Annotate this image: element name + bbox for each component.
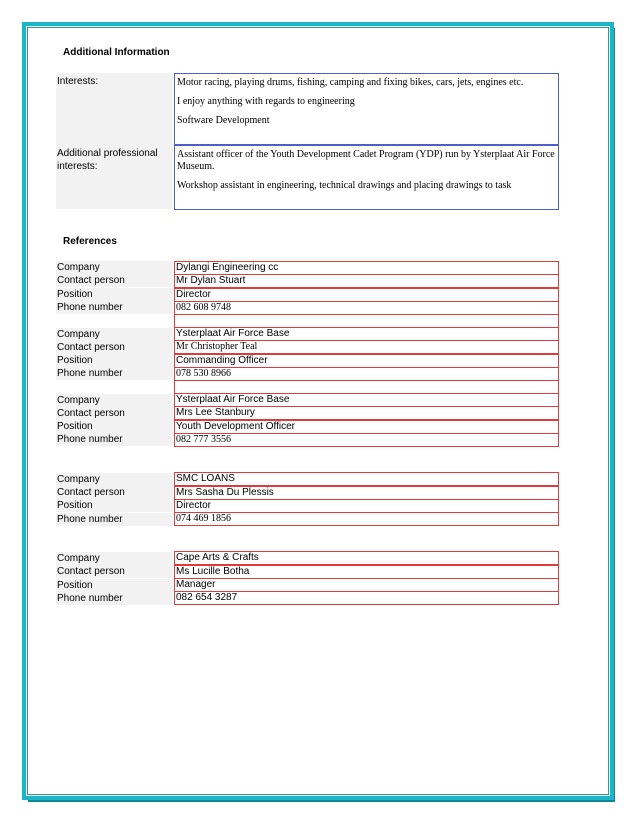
ref-company-value: Ysterplaat Air Force Base (174, 327, 559, 341)
references-heading: References (63, 236, 117, 247)
ref-company-label: Company (56, 261, 173, 274)
ref-contact-value: Ms Lucille Botha (174, 565, 559, 579)
interests-box (174, 73, 559, 145)
ref-company-value: Ysterplaat Air Force Base (174, 393, 559, 407)
ref-spacer-row (174, 314, 559, 328)
ref-company-label: Company (56, 328, 173, 341)
ref-contact-label: Contact person (56, 274, 173, 287)
ref-spacer-row (174, 380, 559, 394)
professional-interest-line: Workshop assistant in engineering, technical drawings and placing drawings to task (177, 180, 512, 191)
ref-phone-value: 078 530 8966 (174, 367, 559, 381)
ref-contact-label: Contact person (56, 565, 173, 578)
ref-phone-value: 082 654 3287 (174, 591, 559, 605)
ref-position-value: Youth Development Officer (174, 420, 559, 434)
ref-phone-value: 074 469 1856 (174, 512, 559, 526)
ref-contact-label: Contact person (56, 486, 173, 499)
professional-interests-box (174, 145, 559, 210)
ref-contact-label: Contact person (56, 341, 173, 354)
ref-phone-value: 082 777 3556 (174, 433, 559, 447)
professional-interests-label: Additional professional interests: (56, 145, 173, 209)
ref-company-label: Company (56, 394, 173, 407)
ref-position-value: Director (174, 288, 559, 302)
additional-info-heading: Additional Information (63, 47, 170, 58)
professional-interest-line: Assistant officer of the Youth Development Cadet Program (YDP) run by Ysterplaat Air Force Museum. (177, 149, 555, 172)
ref-position-label: Position (56, 499, 173, 512)
ref-contact-value: Mrs Lee Stanbury (174, 406, 559, 420)
ref-phone-label: Phone number (56, 513, 173, 526)
ref-contact-value: Mrs Sasha Du Plessis (174, 486, 559, 500)
ref-position-label: Position (56, 420, 173, 433)
interest-line: Motor racing, playing drums, fishing, camping and fixing bikes, cars, jets, engines etc. (177, 77, 524, 88)
ref-position-value: Manager (174, 578, 559, 592)
ref-phone-label: Phone number (56, 367, 173, 380)
ref-company-value: SMC LOANS (174, 472, 559, 486)
ref-company-label: Company (56, 473, 173, 486)
interest-line: Software Development (177, 115, 270, 126)
interests-label: Interests: (56, 73, 173, 145)
ref-position-label: Position (56, 579, 173, 592)
ref-company-label: Company (56, 552, 173, 565)
ref-contact-value: Mr Christopher Teal (174, 340, 559, 354)
ref-phone-value: 082 608 9748 (174, 301, 559, 315)
ref-phone-label: Phone number (56, 301, 173, 314)
ref-position-value: Commanding Officer (174, 354, 559, 368)
ref-contact-label: Contact person (56, 407, 173, 420)
ref-company-value: Cape Arts & Crafts (174, 551, 559, 565)
ref-position-label: Position (56, 354, 173, 367)
ref-phone-label: Phone number (56, 592, 173, 605)
interest-line: I enjoy anything with regards to engineering (177, 96, 355, 107)
ref-phone-label: Phone number (56, 433, 173, 446)
ref-position-label: Position (56, 288, 173, 301)
ref-contact-value: Mr Dylan Stuart (174, 274, 559, 288)
ref-position-value: Director (174, 499, 559, 513)
ref-company-value: Dylangi Engineering cc (174, 261, 559, 275)
